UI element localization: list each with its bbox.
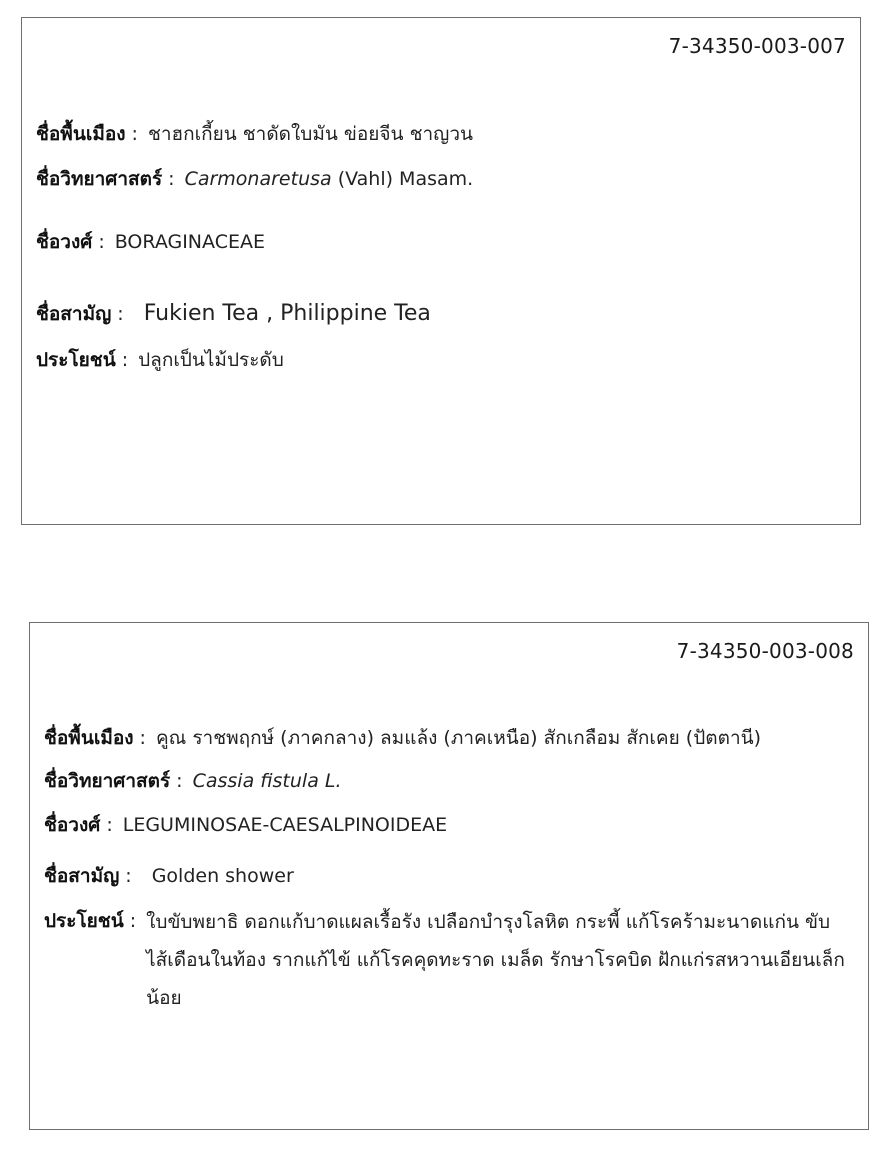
common-name-value: Golden shower xyxy=(151,865,294,887)
common-name-row xyxy=(44,860,852,893)
specimen-code: 7-34350-003-007 xyxy=(668,34,846,58)
separator: : xyxy=(176,770,183,792)
use-row xyxy=(44,905,852,1017)
separator: : xyxy=(168,168,175,190)
specimen-label-card-2 xyxy=(29,622,869,1130)
local-name-row xyxy=(44,722,852,755)
use-value: ปลูกเป็นไม้ประดับ xyxy=(138,349,284,371)
separator: : xyxy=(139,727,146,749)
scientific-name-label: ชื่อวิทยาศาสตร์ xyxy=(44,770,171,792)
use-value: ใบขับพยาธิ ดอกแก้บาดแผลเรื้อรัง เปลือกบำรุงโลหิต กระพี้ แก้โรคร้ามะนาดแก่น ขับไส้เดือนในท้อง รากแก้ไข้ แก้โรคคุดทะราด เมล็ด รักษาโรคบิด ฝักแก่รสหวานเอียนเล็กน้อย xyxy=(146,911,845,1009)
local-name-label: ชื่อพื้นเมือง xyxy=(44,727,134,749)
scientific-name-label: ชื่อวิทยาศาสตร์ xyxy=(36,168,163,190)
family-row xyxy=(36,226,844,259)
common-name-row xyxy=(36,297,844,331)
separator: : xyxy=(106,814,113,836)
separator: : xyxy=(121,349,129,371)
separator: : xyxy=(129,910,137,932)
use-row xyxy=(36,344,844,377)
family-row xyxy=(44,809,852,842)
family-value: LEGUMINOSAE-CAESALPINOIDEAE xyxy=(122,814,448,836)
separator: : xyxy=(125,865,132,887)
common-name-label: ชื่อสามัญ xyxy=(44,865,120,887)
family-label: ชื่อวงศ์ xyxy=(44,814,101,836)
scientific-name-value: Cassia fistula L. xyxy=(192,770,342,792)
local-name-row xyxy=(36,118,844,151)
family-label: ชื่อวงศ์ xyxy=(36,231,93,253)
common-name-value: Fukien Tea , Philippine Tea xyxy=(143,301,431,326)
local-name-value: ชาฮกเกี้ยน ชาดัดใบมัน ข่อยจีน ชาญวน xyxy=(147,123,473,145)
local-name-label: ชื่อพื้นเมือง xyxy=(36,123,126,145)
scientific-name-value: Carmonaretusa xyxy=(184,168,332,190)
use-label: ประโยชน์ xyxy=(44,910,124,932)
scientific-name-row xyxy=(36,163,844,196)
scientific-name-row xyxy=(44,765,852,798)
specimen-label-card-1 xyxy=(21,17,861,525)
local-name-value: คูณ ราชพฤกษ์ (ภาคกลาง) ลมแล้ง (ภาคเหนือ) สักเกลือม สักเคย (ปัตตานี) xyxy=(155,727,762,749)
separator: : xyxy=(131,123,138,145)
separator: : xyxy=(117,303,124,325)
family-value: BORAGINACEAE xyxy=(114,231,265,253)
scientific-author: (Vahl) Masam. xyxy=(337,168,474,190)
use-label: ประโยชน์ xyxy=(36,349,116,371)
separator: : xyxy=(98,231,105,253)
specimen-code: 7-34350-003-008 xyxy=(676,639,854,663)
common-name-label: ชื่อสามัญ xyxy=(36,303,112,325)
